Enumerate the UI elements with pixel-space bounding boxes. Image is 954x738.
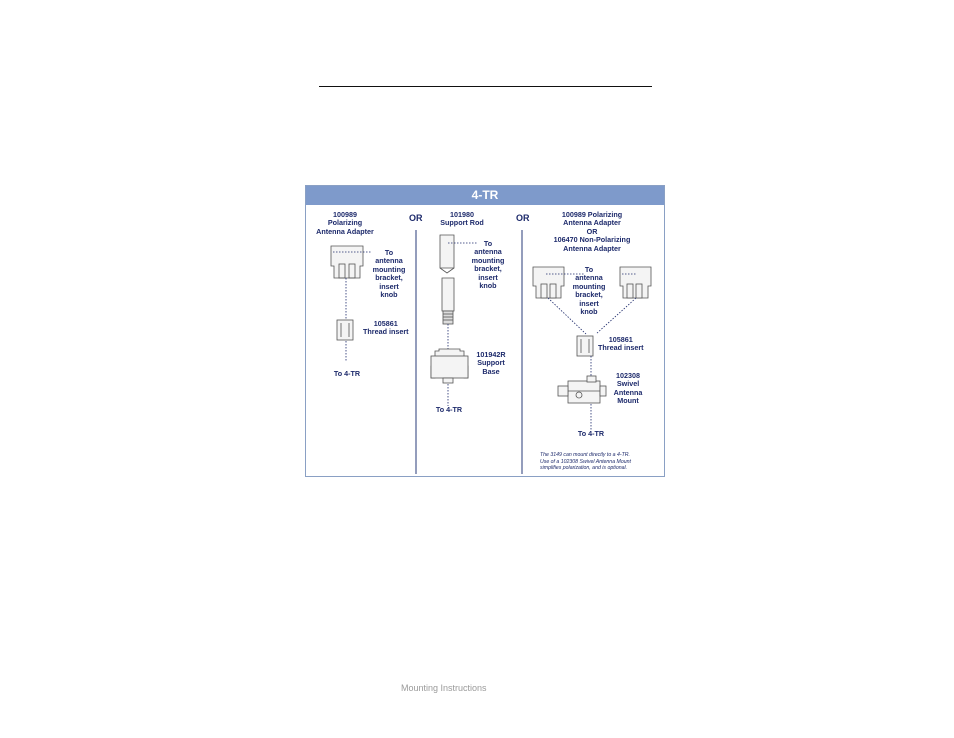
col3-dest-label: To 4-TR <box>577 429 605 438</box>
mounting-diagram <box>305 185 665 477</box>
col1-part-label: 100989 Polarizing Antenna Adapter <box>316 210 374 236</box>
col3-adapter-left <box>533 267 564 298</box>
diagram-header: 4-TR <box>306 186 664 205</box>
col1-adapter <box>331 246 363 278</box>
col2-dest-label: To 4-TR <box>435 405 463 414</box>
or-label-1: OR <box>409 213 423 223</box>
col3-note: The 3149 can mount directly to a 4-TR. Use of a 102308 Swivel Antenna Mount simplifies polarization, and is optional. <box>540 452 631 472</box>
col3-adapter-right <box>620 267 651 298</box>
col3-to-antenna-label: To antenna mounting bracket, insert knob <box>572 265 606 317</box>
col2-support-rod <box>440 235 454 324</box>
col1-dest-label: To 4-TR <box>333 369 361 378</box>
footer-text: Mounting Instructions <box>401 683 487 693</box>
col2-part-label: 101980 Support Rod <box>440 210 484 228</box>
col1-insert-label: 105861 Thread insert <box>363 319 409 337</box>
col1-to-antenna-label: To antenna mounting bracket, insert knob <box>372 248 406 300</box>
col3-swivel-label: 102308 Swivel Antenna Mount <box>613 371 643 406</box>
col3-thread-insert <box>577 336 593 356</box>
col2-to-antenna-label: To antenna mounting bracket, insert knob <box>471 239 505 291</box>
col2-support-base <box>431 349 468 383</box>
col1-thread-insert <box>337 320 353 340</box>
title-rule <box>319 86 652 87</box>
col3-part-label: 100989 Polarizing Antenna Adapter OR 106470 Non-Polarizing Antenna Adapter <box>553 210 631 253</box>
col3-insert-label: 105861 Thread insert <box>598 335 644 353</box>
col3-swivel-mount <box>558 376 606 403</box>
col2-base-label: 101942R Support Base <box>476 350 506 376</box>
or-label-2: OR <box>516 213 530 223</box>
